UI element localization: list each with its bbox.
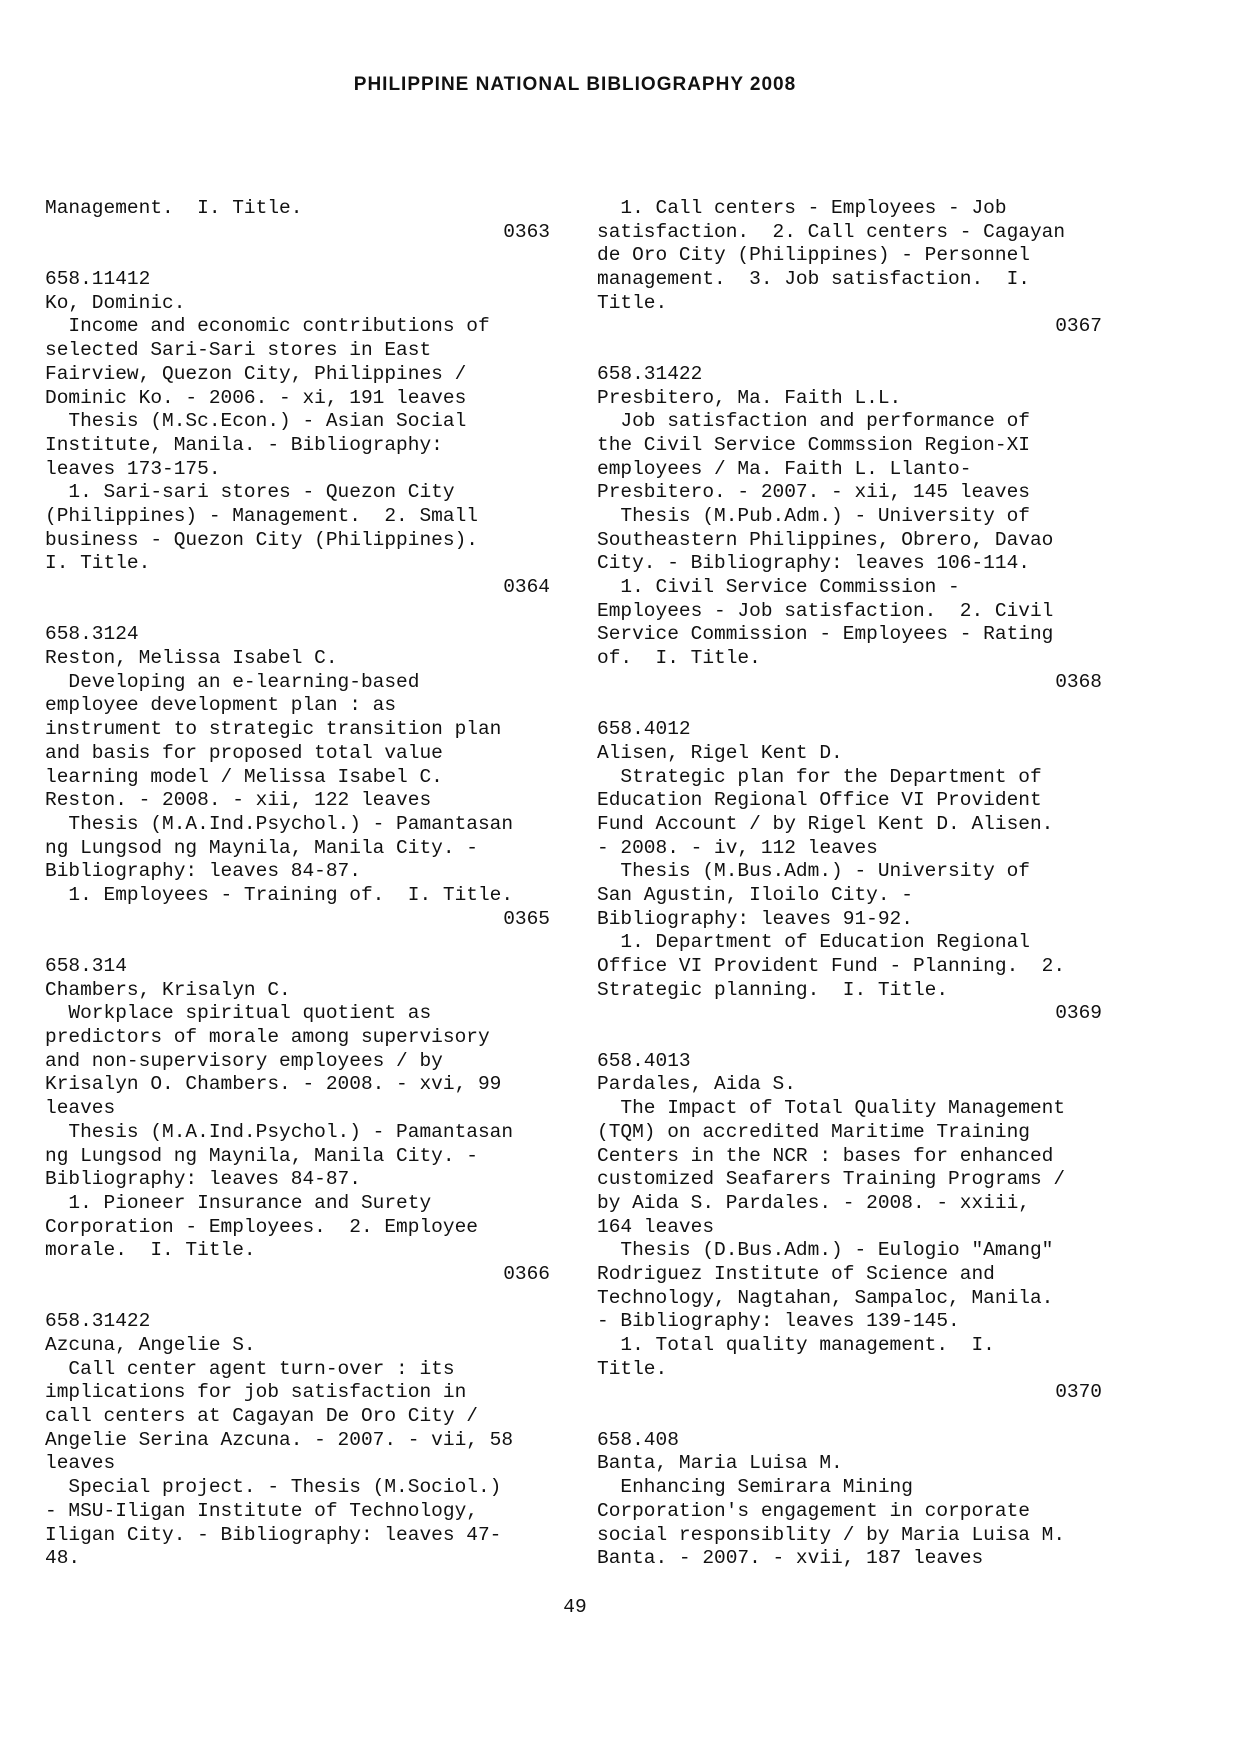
entry-line: and non-supervisory employees / by [45, 1049, 443, 1072]
entry-line: ng Lungsod ng Maynila, Manila City. - [45, 836, 478, 859]
entry-line: Developing an e-learning-based [45, 670, 420, 693]
entry-line: Workplace spiritual quotient as [45, 1002, 432, 1025]
entry-line: (TQM) on accredited Maritime Training [597, 1120, 1030, 1143]
entry-line: Reston, Melissa Isabel C. [45, 647, 338, 670]
entry-line: Strategic plan for the Department of [597, 765, 1042, 788]
record-number: 0367 [1055, 315, 1102, 338]
entry-line: by Aida S. Pardales. - 2008. - xxiii, [597, 1191, 1030, 1214]
entry-spacer [45, 600, 550, 624]
entry-line: 658.31422 [597, 362, 703, 385]
entry-line: Title. [597, 1357, 668, 1380]
running-head: PHILIPPINE NATIONAL BIBLIOGRAPHY 2008 [353, 74, 797, 95]
entry-line: the Civil Service Commssion Region-XI [597, 433, 1030, 456]
entry-line: Presbitero. - 2007. - xii, 145 leaves [597, 481, 1030, 504]
entry-line: management. 3. Job satisfaction. I. [597, 268, 1030, 291]
bibliography-entry [597, 363, 1102, 695]
entry-line: Banta, Maria Luisa M. [597, 1452, 843, 1475]
record-number: 0365 [503, 907, 550, 930]
entry-line: business - Quezon City (Philippines). [45, 528, 478, 551]
entry-line: Bibliography: leaves 91-92. [597, 907, 913, 930]
entry-line: 658.4012 [597, 718, 691, 741]
entry-line: customized Seafarers Training Programs / [597, 1168, 1066, 1191]
record-number: 0369 [1055, 1002, 1102, 1025]
entry-line: Centers in the NCR : bases for enhanced [597, 1144, 1054, 1167]
entry-line: Thesis (M.Sc.Econ.) - Asian Social [45, 410, 467, 433]
entry-line: de Oro City (Philippines) - Personnel [597, 244, 1030, 267]
page-number: 49 [563, 1596, 587, 1618]
entry-line: Corporation's engagement in corporate [597, 1499, 1030, 1522]
entry-line: San Agustin, Iloilo City. - [597, 883, 913, 906]
entry-line: leaves 173-175. [45, 457, 221, 480]
entry-line: Enhancing Semirara Mining [597, 1476, 913, 1499]
entry-line: Thesis (M.Pub.Adm.) - University of [597, 504, 1030, 527]
entry-line: Title. [597, 291, 668, 314]
entry-line: Fairview, Quezon City, Philippines / [45, 362, 467, 385]
bibliography-entry [597, 1429, 1102, 1571]
entry-line: learning model / Melissa Isabel C. [45, 765, 443, 788]
bibliography-entry [45, 268, 550, 600]
entry-line: Dominic Ko. - 2006. - xi, 191 leaves [45, 386, 467, 409]
entry-line: 658.3124 [45, 623, 139, 646]
entry-line: Iligan City. - Bibliography: leaves 47- [45, 1523, 502, 1546]
entry-line: Strategic planning. I. Title. [597, 978, 949, 1001]
entry-line: Fund Account / by Rigel Kent D. Alisen. [597, 812, 1054, 835]
bibliography-entry [45, 197, 550, 244]
entry-line: Alisen, Rigel Kent D. [597, 741, 843, 764]
entry-line: morale. I. Title. [45, 1239, 256, 1262]
entry-spacer [45, 1287, 550, 1311]
entry-line: Bibliography: leaves 84-87. [45, 1168, 361, 1191]
entry-line: Employees - Job satisfaction. 2. Civil [597, 599, 1054, 622]
entry-line: selected Sari-Sari stores in East [45, 339, 432, 362]
entry-line: Rodriguez Institute of Science and [597, 1262, 995, 1285]
entry-line: Income and economic contributions of [45, 315, 490, 338]
entry-spacer [597, 1026, 1102, 1050]
entry-line: 658.31422 [45, 1310, 151, 1333]
entry-line: leaves [45, 1452, 116, 1475]
entry-spacer [45, 931, 550, 955]
entry-spacer [45, 244, 550, 268]
bibliography-entry [597, 1050, 1102, 1405]
entry-line: employee development plan : as [45, 694, 397, 717]
entry-spacer [597, 339, 1102, 363]
entry-line: call centers at Cagayan De Oro City / [45, 1405, 478, 1428]
entry-line: City. - Bibliography: leaves 106-114. [597, 552, 1030, 575]
entry-line: Special project. - Thesis (M.Sociol.) [45, 1476, 502, 1499]
entry-line: Technology, Nagtahan, Sampaloc, Manila. [597, 1286, 1054, 1309]
entry-line: I. Title. [45, 552, 151, 575]
entry-line: Pardales, Aida S. [597, 1073, 796, 1096]
entry-line: 1. Civil Service Commission - [597, 576, 960, 598]
entry-line: 48. [45, 1547, 81, 1570]
entry-spacer [597, 694, 1102, 718]
record-number: 0368 [1055, 670, 1102, 693]
entry-line: Azcuna, Angelie S. [45, 1334, 256, 1356]
record-number: 0366 [503, 1262, 550, 1285]
entry-line: - Bibliography: leaves 139-145. [597, 1310, 960, 1333]
entry-line: implications for job satisfaction in [45, 1381, 467, 1404]
entry-line: Call center agent turn-over : its [45, 1357, 455, 1380]
entry-line: Southeastern Philippines, Obrero, Davao [597, 528, 1054, 551]
right-column [597, 197, 1102, 1571]
entry-line: social responsiblity / by Maria Luisa M. [597, 1523, 1066, 1546]
entry-line: 658.408 [597, 1428, 679, 1451]
entry-line: instrument to strategic transition plan [45, 718, 502, 741]
bibliography-entry [597, 718, 1102, 1026]
entry-line: 1. Sari-sari stores - Quezon City [45, 481, 455, 504]
entry-line: Thesis (M.A.Ind.Psychol.) - Pamantasan [45, 812, 514, 835]
entry-line: 1. Employees - Training of. I. Title. [45, 883, 514, 906]
bibliography-entry [597, 197, 1102, 339]
entry-spacer [597, 1405, 1102, 1429]
entry-line: Krisalyn O. Chambers. - 2008. - xvi, 99 [45, 1073, 502, 1096]
bibliography-entry [45, 955, 550, 1287]
entry-line: 1. Department of Education Regional [597, 931, 1030, 954]
entry-line: Thesis (M.Bus.Adm.) - University of [597, 860, 1030, 883]
entry-line: 658.11412 [45, 268, 151, 291]
entry-line: Management. I. Title. [45, 197, 303, 219]
entry-line: predictors of morale among supervisory [45, 1026, 490, 1049]
entry-line: Ko, Dominic. [45, 291, 186, 314]
entry-line: Thesis (D.Bus.Adm.) - Eulogio "Amang" [597, 1239, 1054, 1262]
entry-line: 1. Pioneer Insurance and Surety [45, 1191, 432, 1214]
entry-line: Office VI Provident Fund - Planning. 2. [597, 955, 1066, 977]
entry-line: Banta. - 2007. - xvii, 187 leaves [597, 1547, 984, 1570]
record-number: 0364 [503, 576, 550, 598]
entry-line: 658.314 [45, 955, 127, 977]
entry-line: of. I. Title. [597, 647, 761, 670]
entry-line: and basis for proposed total value [45, 741, 443, 764]
entry-line: Education Regional Office VI Provident [597, 789, 1042, 812]
entry-line: Presbitero, Ma. Faith L.L. [597, 386, 902, 409]
left-column [45, 197, 550, 1571]
entry-line: leaves [45, 1097, 116, 1120]
entry-line: The Impact of Total Quality Management [597, 1097, 1066, 1120]
entry-line: satisfaction. 2. Call centers - Cagayan [597, 220, 1066, 243]
bibliography-entry [45, 623, 550, 931]
entry-line: 658.4013 [597, 1049, 691, 1072]
record-number: 0370 [1055, 1381, 1102, 1404]
entry-line: Reston. - 2008. - xii, 122 leaves [45, 789, 432, 812]
entry-line: (Philippines) - Management. 2. Small [45, 504, 478, 527]
entry-line: - MSU-Iligan Institute of Technology, [45, 1499, 478, 1522]
bibliography-entry [45, 1310, 550, 1571]
entry-line: 1. Total quality management. I. [597, 1334, 995, 1356]
entry-line: Thesis (M.A.Ind.Psychol.) - Pamantasan [45, 1120, 514, 1143]
entry-line: Chambers, Krisalyn C. [45, 978, 291, 1001]
entry-line: Service Commission - Employees - Rating [597, 623, 1054, 646]
entry-line: employees / Ma. Faith L. Llanto- [597, 457, 972, 480]
entry-line: Institute, Manila. - Bibliography: [45, 433, 443, 456]
entry-line: 1. Call centers - Employees - Job [597, 197, 1007, 219]
entry-line: Angelie Serina Azcuna. - 2007. - vii, 58 [45, 1428, 514, 1451]
entry-line: Corporation - Employees. 2. Employee [45, 1215, 478, 1238]
entry-line: - 2008. - iv, 112 leaves [597, 836, 878, 859]
entry-line: Job satisfaction and performance of [597, 410, 1030, 433]
entry-line: ng Lungsod ng Maynila, Manila City. - [45, 1144, 478, 1167]
record-number: 0363 [503, 220, 550, 243]
entry-line: 164 leaves [597, 1215, 715, 1238]
entry-line: Bibliography: leaves 84-87. [45, 860, 361, 883]
